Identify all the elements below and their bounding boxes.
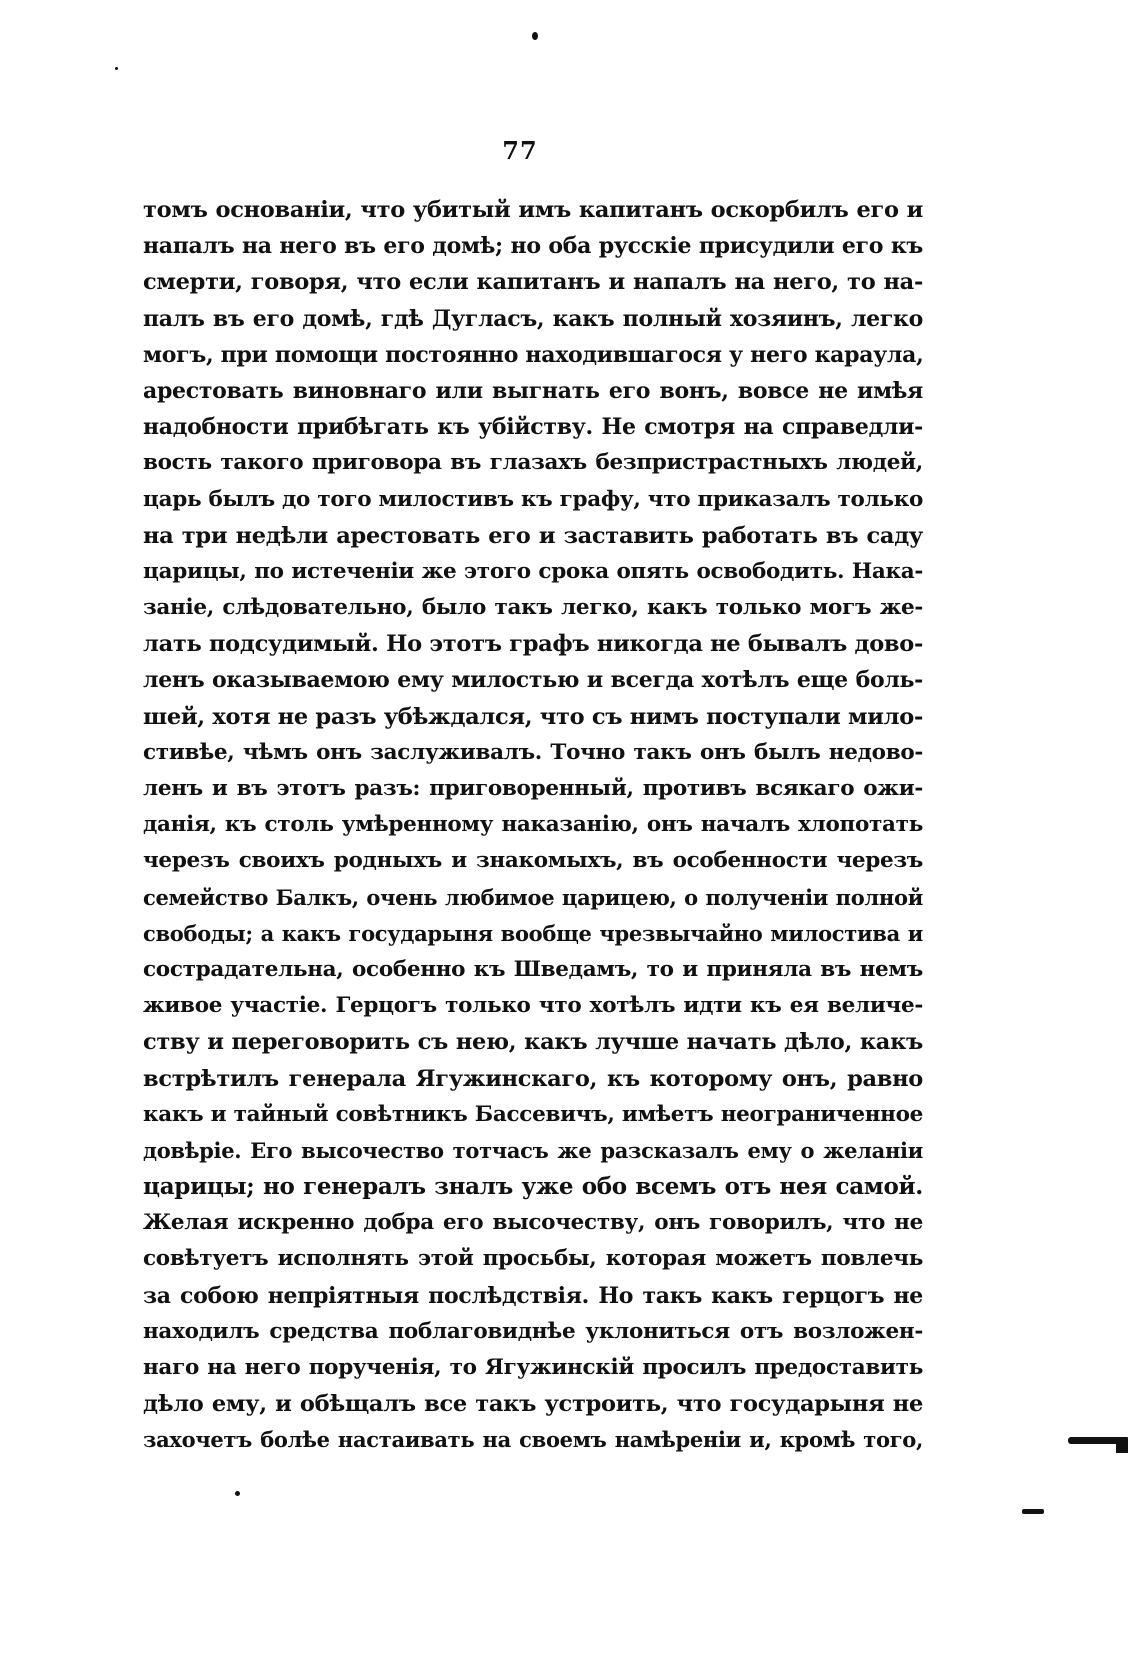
text-line: арестовать виновнаго или выгнать его вонъ, вовсе не имѣя <box>143 377 923 404</box>
text-line: данія, къ столь умѣренному наказанію, онъ началъ хлопотать <box>143 812 923 838</box>
scan-edge-mark <box>1022 1509 1044 1514</box>
ink-speck <box>115 67 118 70</box>
text-line: семейство Балкъ, очень любимое царицею, о полученіи полной <box>143 884 923 910</box>
text-line: заніе, слѣдовательно, было такъ легко, какъ только могъ же- <box>143 595 923 621</box>
text-line: томъ основаніи, что убитый имъ капитанъ оскорбилъ его и <box>143 197 923 223</box>
text-line: сострадательна, особенно къ Шведамъ, то и приняла въ немъ <box>143 956 923 982</box>
text-line: ленъ и въ этотъ разъ: приговоренный, противъ всякаго ожи- <box>143 776 923 801</box>
text-line: наго на него порученія, то Ягужинскій просилъ предоставить <box>143 1355 923 1380</box>
text-line: дѣло ему, и обѣщалъ все такъ устроить, что государыня не <box>143 1391 923 1418</box>
text-line: какъ и тайный совѣтникъ Бассевичъ, имѣетъ неограниченное <box>143 1101 923 1127</box>
text-line: могъ, при помощи постоянно находившагося у него караула, <box>143 341 924 368</box>
text-line: надобности прибѣгать къ убійству. Не смотря на справедли- <box>143 414 923 441</box>
text-line: ленъ оказываемою ему милостью и всегда хотѣлъ еще боль- <box>143 667 923 694</box>
text-line: ству и переговорить съ нею, какъ лучше начать дѣло, какъ <box>143 1029 923 1056</box>
text-line: находилъ средства поблаговиднѣе уклониться отъ возложен- <box>143 1318 923 1344</box>
page-number: 77 <box>502 136 538 165</box>
scan-edge-mark <box>1116 1441 1128 1453</box>
text-line: Желая искренно добра его высочеству, онъ говорилъ, что не <box>143 1210 923 1236</box>
text-line: смерти, говоря, что если капитанъ и напалъ на него, то на- <box>143 269 923 296</box>
text-line: царицы; но генералъ зналъ уже обо всемъ отъ нея самой. <box>143 1173 923 1201</box>
text-line: довѣріе. Его высочество тотчасъ же разсказалъ ему о желаніи <box>143 1137 923 1163</box>
text-line: на три недѣли арестовать его и заставить работать въ саду <box>143 522 923 549</box>
text-line: царь былъ до того милостивъ къ графу, что приказалъ только <box>143 486 923 512</box>
text-line: совѣтуетъ исполнять этой просьбы, которая можетъ повлечь <box>143 1246 923 1272</box>
body-text <box>143 192 923 1459</box>
text-line: живое участіе. Герцогъ только что хотѣлъ идти къ ея величе- <box>143 993 923 1019</box>
ink-speck <box>235 1491 240 1496</box>
text-line: вость такого приговора въ глазахъ безпристрастныхъ людей, <box>143 450 923 476</box>
text-line: за собою непріятныя послѣдствія. Но такъ какъ герцогъ не <box>143 1282 923 1309</box>
text-line: встрѣтилъ генерала Ягужинскаго, къ которому онъ, равно <box>143 1065 923 1092</box>
text-line: захочетъ болѣе настаивать на своемъ намѣреніи и, кромѣ того, <box>143 1427 923 1453</box>
text-line: напалъ на него въ его домѣ; но оба русскіе присудили его къ <box>143 233 923 260</box>
text-line: шей, хотя не разъ убѣждался, что съ нимъ поступали мило- <box>143 703 923 730</box>
text-line: лать подсудимый. Но этотъ графъ никогда не бывалъ дово- <box>143 631 923 658</box>
ink-speck <box>532 32 538 40</box>
text-line: царицы, по истеченіи же этого срока опять освободить. Нака- <box>143 558 923 584</box>
text-line: черезъ своихъ родныхъ и знакомыхъ, въ особенности черезъ <box>143 848 923 874</box>
text-line: свободы; а какъ государыня вообще чрезвычайно милостива и <box>143 920 923 946</box>
text-line: палъ въ его домѣ, гдѣ Дугласъ, какъ полный хозяинъ, легко <box>143 305 923 332</box>
text-line: стивѣе, чѣмъ онъ заслуживалъ. Точно такъ онъ былъ недово- <box>143 739 923 765</box>
